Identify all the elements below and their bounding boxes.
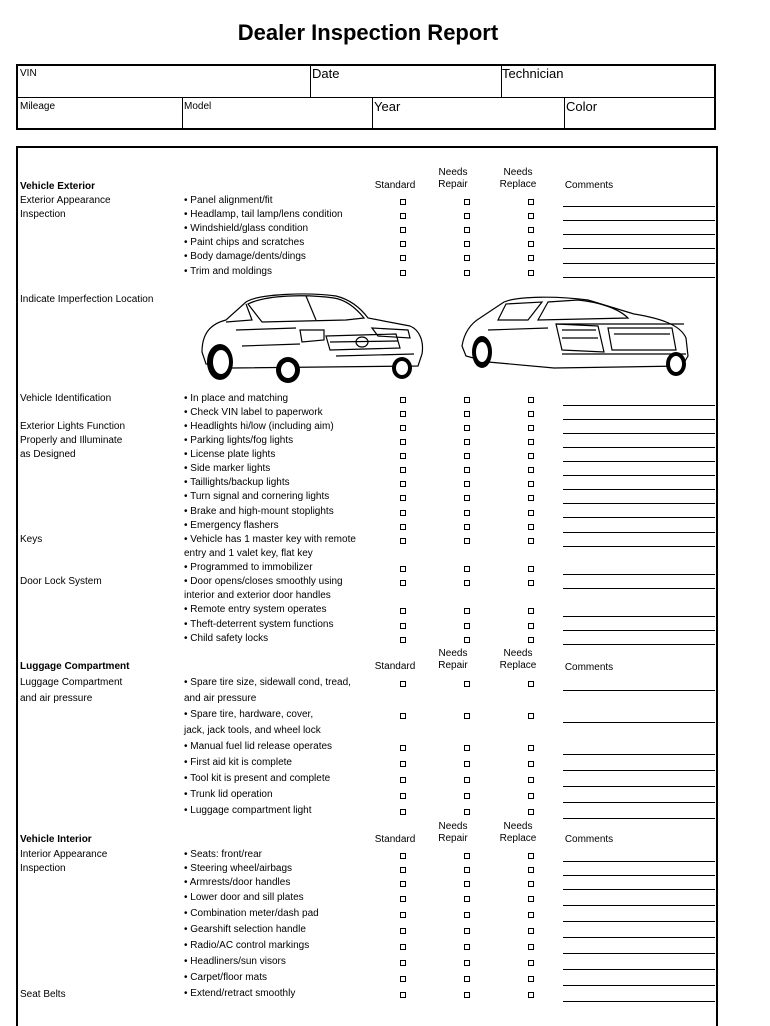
col-standard: Standard <box>374 180 416 191</box>
standard-checkbox[interactable] <box>400 608 406 614</box>
standard-checkbox[interactable] <box>400 255 406 261</box>
checklist-item: and air pressure <box>184 693 257 704</box>
needs-repair-checkbox[interactable] <box>464 944 470 950</box>
standard-checkbox[interactable] <box>400 453 406 459</box>
standard-checkbox[interactable] <box>400 881 406 887</box>
comment-line[interactable] <box>563 447 715 448</box>
standard-checkbox[interactable] <box>400 481 406 487</box>
standard-checkbox[interactable] <box>400 538 406 544</box>
needs-replace-checkbox[interactable] <box>528 411 534 417</box>
checklist-item: • Spare tire, hardware, cover, <box>184 709 314 720</box>
standard-checkbox[interactable] <box>400 867 406 873</box>
col-needs-repair-2: Needs Repair <box>438 648 468 671</box>
technician-field[interactable]: Technician <box>502 66 564 81</box>
checklist-item: • Gearshift selection handle <box>184 924 306 935</box>
checklist-item: • Manual fuel lid release operates <box>184 741 333 752</box>
comment-line[interactable] <box>563 722 715 723</box>
label-luggage-compartment: Luggage Compartment <box>20 677 123 688</box>
checklist-item: • Spare tire size, sidewall cond, tread, <box>184 677 351 688</box>
standard-checkbox[interactable] <box>400 241 406 247</box>
checklist-item: • Luggage compartment light <box>184 805 312 816</box>
comment-line[interactable] <box>563 206 715 207</box>
comment-line[interactable] <box>563 277 715 278</box>
checklist-item: • Vehicle has 1 master key with remote <box>184 534 356 545</box>
standard-checkbox[interactable] <box>400 213 406 219</box>
comment-line[interactable] <box>563 475 715 476</box>
label-air-pressure: and air pressure <box>20 693 93 704</box>
needs-repair-checkbox[interactable] <box>464 566 470 572</box>
comment-line[interactable] <box>563 818 715 819</box>
needs-repair-checkbox[interactable] <box>464 439 470 445</box>
col-needs-repair: Needs Repair <box>438 167 468 190</box>
standard-checkbox[interactable] <box>400 928 406 934</box>
needs-repair-checkbox[interactable] <box>464 580 470 586</box>
comment-line[interactable] <box>563 690 715 691</box>
standard-checkbox[interactable] <box>400 777 406 783</box>
comment-line[interactable] <box>563 588 715 589</box>
label-interior-inspection: Inspection <box>20 863 66 874</box>
standard-checkbox[interactable] <box>400 397 406 403</box>
year-field[interactable]: Year <box>374 99 401 114</box>
label-inspection: Inspection <box>20 209 66 220</box>
needs-repair-checkbox[interactable] <box>464 623 470 629</box>
col-needs-replace: Needs Replace <box>499 167 537 190</box>
comment-line[interactable] <box>563 517 715 518</box>
needs-repair-checkbox[interactable] <box>464 928 470 934</box>
needs-repair-checkbox[interactable] <box>464 495 470 501</box>
needs-repair-checkbox[interactable] <box>464 538 470 544</box>
comment-line[interactable] <box>563 419 715 420</box>
checklist-item: • First aid kit is complete <box>184 757 292 768</box>
comment-line[interactable] <box>563 220 715 221</box>
checklist-item: • Parking lights/fog lights <box>184 435 294 446</box>
label-exterior-appearance: Exterior Appearance <box>20 195 111 206</box>
checklist-item: • Check VIN label to paperwork <box>184 407 323 418</box>
section-vehicle-interior: Vehicle Interior <box>20 834 92 845</box>
checklist-item: • Child safety locks <box>184 633 269 644</box>
needs-repair-checkbox[interactable] <box>464 608 470 614</box>
standard-checkbox[interactable] <box>400 793 406 799</box>
needs-replace-checkbox[interactable] <box>528 608 534 614</box>
standard-checkbox[interactable] <box>400 992 406 998</box>
checklist-item: jack, jack tools, and wheel lock <box>184 725 321 736</box>
standard-checkbox[interactable] <box>400 270 406 276</box>
standard-checkbox[interactable] <box>400 637 406 643</box>
checklist-item: interior and exterior door handles <box>184 590 331 601</box>
needs-repair-checkbox[interactable] <box>464 227 470 233</box>
needs-replace-checkbox[interactable] <box>528 992 534 998</box>
col-comments-2: Comments <box>564 662 614 673</box>
comment-line[interactable] <box>563 889 715 890</box>
col-needs-replace-2: Needs Replace <box>499 648 537 671</box>
label-as-designed: as Designed <box>20 449 76 460</box>
needs-repair-checkbox[interactable] <box>464 745 470 751</box>
needs-replace-checkbox[interactable] <box>528 270 534 276</box>
label-exterior-lights: Exterior Lights Function <box>20 421 126 432</box>
checklist-item: • Windshield/glass condition <box>184 223 309 234</box>
needs-repair-checkbox[interactable] <box>464 199 470 205</box>
section-luggage-compartment: Luggage Compartment <box>20 661 130 672</box>
checklist-item: • Trim and moldings <box>184 266 272 277</box>
needs-replace-checkbox[interactable] <box>528 761 534 767</box>
col-standard-3: Standard <box>374 834 416 845</box>
checklist-item: • Headliners/sun visors <box>184 956 286 967</box>
needs-repair-checkbox[interactable] <box>464 976 470 982</box>
comment-line[interactable] <box>563 263 715 264</box>
color-field[interactable]: Color <box>566 99 598 114</box>
needs-replace-checkbox[interactable] <box>528 881 534 887</box>
needs-replace-checkbox[interactable] <box>528 580 534 586</box>
needs-repair-checkbox[interactable] <box>464 397 470 403</box>
mileage-field[interactable]: Mileage <box>20 101 56 112</box>
needs-repair-checkbox[interactable] <box>464 411 470 417</box>
checklist-item: • Armrests/door handles <box>184 877 291 888</box>
needs-repair-checkbox[interactable] <box>464 213 470 219</box>
needs-repair-checkbox[interactable] <box>464 809 470 815</box>
standard-checkbox[interactable] <box>400 745 406 751</box>
needs-repair-checkbox[interactable] <box>464 881 470 887</box>
needs-replace-checkbox[interactable] <box>528 255 534 261</box>
checklist-item: • Seats: front/rear <box>184 849 262 860</box>
needs-replace-checkbox[interactable] <box>528 960 534 966</box>
needs-replace-checkbox[interactable] <box>528 777 534 783</box>
needs-replace-checkbox[interactable] <box>528 467 534 473</box>
needs-replace-checkbox[interactable] <box>528 681 534 687</box>
col-standard-2: Standard <box>374 661 416 672</box>
checklist-item: • Door opens/closes smoothly using <box>184 576 343 587</box>
needs-repair-checkbox[interactable] <box>464 524 470 530</box>
comment-line[interactable] <box>563 248 715 249</box>
standard-checkbox[interactable] <box>400 580 406 586</box>
needs-repair-checkbox[interactable] <box>464 853 470 859</box>
checklist-item: • Headlights hi/low (including aim) <box>184 421 334 432</box>
needs-repair-checkbox[interactable] <box>464 453 470 459</box>
checklist-item: • Programmed to immobilizer <box>184 562 313 573</box>
needs-repair-checkbox[interactable] <box>464 510 470 516</box>
car-front-drawing[interactable] <box>196 290 426 384</box>
label-imperfection-location: Indicate Imperfection Location <box>20 294 154 305</box>
needs-replace-checkbox[interactable] <box>528 425 534 431</box>
standard-checkbox[interactable] <box>400 467 406 473</box>
vin-field[interactable]: VIN <box>20 68 37 79</box>
comment-line[interactable] <box>563 644 715 645</box>
checklist-item: • Body damage/dents/dings <box>184 251 306 262</box>
needs-repair-checkbox[interactable] <box>464 793 470 799</box>
needs-repair-checkbox[interactable] <box>464 481 470 487</box>
needs-repair-checkbox[interactable] <box>464 912 470 918</box>
label-properly-illuminate: Properly and Illuminate <box>20 435 123 446</box>
standard-checkbox[interactable] <box>400 411 406 417</box>
standard-checkbox[interactable] <box>400 809 406 815</box>
needs-replace-checkbox[interactable] <box>528 199 534 205</box>
standard-checkbox[interactable] <box>400 960 406 966</box>
section-vehicle-exterior: Vehicle Exterior <box>20 181 96 192</box>
needs-repair-checkbox[interactable] <box>464 255 470 261</box>
checklist-item: • Emergency flashers <box>184 520 279 531</box>
checklist-item: • Extend/retract smoothly <box>184 988 296 999</box>
checklist-item: • Paint chips and scratches <box>184 237 305 248</box>
comment-line[interactable] <box>563 786 715 787</box>
checklist-item: • Panel alignment/fit <box>184 195 273 206</box>
checklist-item: • Taillights/backup lights <box>184 477 290 488</box>
comment-line[interactable] <box>563 985 715 986</box>
standard-checkbox[interactable] <box>400 566 406 572</box>
label-keys: Keys <box>20 534 43 545</box>
needs-replace-checkbox[interactable] <box>528 439 534 445</box>
needs-repair-checkbox[interactable] <box>464 241 470 247</box>
model-field[interactable]: Model <box>184 101 212 112</box>
needs-replace-checkbox[interactable] <box>528 853 534 859</box>
needs-repair-checkbox[interactable] <box>464 867 470 873</box>
needs-repair-checkbox[interactable] <box>464 713 470 719</box>
standard-checkbox[interactable] <box>400 623 406 629</box>
comment-line[interactable] <box>563 770 715 771</box>
needs-replace-checkbox[interactable] <box>528 481 534 487</box>
comment-line[interactable] <box>563 905 715 906</box>
needs-replace-checkbox[interactable] <box>528 524 534 530</box>
comment-line[interactable] <box>563 875 715 876</box>
needs-replace-checkbox[interactable] <box>528 944 534 950</box>
comment-line[interactable] <box>563 532 715 533</box>
needs-replace-checkbox[interactable] <box>528 623 534 629</box>
needs-replace-checkbox[interactable] <box>528 495 534 501</box>
comment-line[interactable] <box>563 616 715 617</box>
comment-line[interactable] <box>563 969 715 970</box>
comment-line[interactable] <box>563 503 715 504</box>
label-door-lock-system: Door Lock System <box>20 576 102 587</box>
needs-replace-checkbox[interactable] <box>528 227 534 233</box>
needs-repair-checkbox[interactable] <box>464 777 470 783</box>
comment-line[interactable] <box>563 574 715 575</box>
standard-checkbox[interactable] <box>400 896 406 902</box>
needs-repair-checkbox[interactable] <box>464 992 470 998</box>
needs-replace-checkbox[interactable] <box>528 745 534 751</box>
checklist-item: • Radio/AC control markings <box>184 940 310 951</box>
needs-replace-checkbox[interactable] <box>528 793 534 799</box>
standard-checkbox[interactable] <box>400 439 406 445</box>
comment-line[interactable] <box>563 1001 715 1002</box>
needs-replace-checkbox[interactable] <box>528 912 534 918</box>
date-field[interactable]: Date <box>312 66 340 81</box>
needs-replace-checkbox[interactable] <box>528 637 534 643</box>
col-needs-replace-3: Needs Replace <box>499 821 537 844</box>
needs-replace-checkbox[interactable] <box>528 566 534 572</box>
label-seat-belts: Seat Belts <box>20 989 66 1000</box>
standard-checkbox[interactable] <box>400 227 406 233</box>
needs-repair-checkbox[interactable] <box>464 896 470 902</box>
needs-replace-checkbox[interactable] <box>528 397 534 403</box>
checklist-item: • Side marker lights <box>184 463 271 474</box>
needs-replace-checkbox[interactable] <box>528 867 534 873</box>
page-title: Dealer Inspection Report <box>237 20 499 45</box>
needs-replace-checkbox[interactable] <box>528 713 534 719</box>
label-interior-appearance: Interior Appearance <box>20 849 108 860</box>
vehicle-info-box <box>16 64 716 130</box>
comment-line[interactable] <box>563 630 715 631</box>
needs-replace-checkbox[interactable] <box>528 809 534 815</box>
checklist-item: • Turn signal and cornering lights <box>184 491 330 502</box>
needs-repair-checkbox[interactable] <box>464 467 470 473</box>
comment-line[interactable] <box>563 433 715 434</box>
checklist-item: • Brake and high-mount stoplights <box>184 506 334 517</box>
checklist-item: • Steering wheel/airbags <box>184 863 293 874</box>
comment-line[interactable] <box>563 953 715 954</box>
needs-repair-checkbox[interactable] <box>464 637 470 643</box>
checklist-item: • License plate lights <box>184 449 276 460</box>
checklist-item: • Lower door and sill plates <box>184 892 304 903</box>
checklist-item: • Combination meter/dash pad <box>184 908 319 919</box>
checklist-item: • Carpet/floor mats <box>184 972 267 983</box>
needs-repair-checkbox[interactable] <box>464 425 470 431</box>
needs-repair-checkbox[interactable] <box>464 960 470 966</box>
inspection-box <box>16 146 718 1026</box>
col-needs-repair-3: Needs Repair <box>438 821 468 844</box>
comment-line[interactable] <box>563 802 715 803</box>
needs-repair-checkbox[interactable] <box>464 681 470 687</box>
needs-replace-checkbox[interactable] <box>528 241 534 247</box>
standard-checkbox[interactable] <box>400 495 406 501</box>
needs-replace-checkbox[interactable] <box>528 896 534 902</box>
standard-checkbox[interactable] <box>400 510 406 516</box>
checklist-item: • In place and matching <box>184 393 289 404</box>
standard-checkbox[interactable] <box>400 761 406 767</box>
standard-checkbox[interactable] <box>400 944 406 950</box>
standard-checkbox[interactable] <box>400 912 406 918</box>
standard-checkbox[interactable] <box>400 853 406 859</box>
checklist-item: entry and 1 valet key, flat key <box>184 548 313 559</box>
comment-line[interactable] <box>563 461 715 462</box>
needs-repair-checkbox[interactable] <box>464 270 470 276</box>
needs-repair-checkbox[interactable] <box>464 761 470 767</box>
needs-replace-checkbox[interactable] <box>528 928 534 934</box>
standard-checkbox[interactable] <box>400 681 406 687</box>
checklist-item: • Headlamp, tail lamp/lens condition <box>184 209 343 220</box>
comment-line[interactable] <box>563 937 715 938</box>
needs-replace-checkbox[interactable] <box>528 538 534 544</box>
col-comments: Comments <box>564 180 614 191</box>
standard-checkbox[interactable] <box>400 524 406 530</box>
comment-line[interactable] <box>563 489 715 490</box>
standard-checkbox[interactable] <box>400 976 406 982</box>
needs-replace-checkbox[interactable] <box>528 453 534 459</box>
checklist-item: • Tool kit is present and complete <box>184 773 331 784</box>
needs-replace-checkbox[interactable] <box>528 976 534 982</box>
checklist-item: • Theft-deterrent system functions <box>184 619 334 630</box>
label-vehicle-identification: Vehicle Identification <box>20 393 112 404</box>
comment-line[interactable] <box>563 861 715 862</box>
needs-replace-checkbox[interactable] <box>528 510 534 516</box>
col-comments-3: Comments <box>564 834 614 845</box>
comment-line[interactable] <box>563 921 715 922</box>
standard-checkbox[interactable] <box>400 713 406 719</box>
comment-line[interactable] <box>563 754 715 755</box>
comment-line[interactable] <box>563 405 715 406</box>
comment-line[interactable] <box>563 234 715 235</box>
car-rear-drawing[interactable] <box>458 294 692 378</box>
comment-line[interactable] <box>563 546 715 547</box>
checklist-item: • Remote entry system operates <box>184 604 327 615</box>
standard-checkbox[interactable] <box>400 199 406 205</box>
checklist-item: • Trunk lid operation <box>184 789 273 800</box>
needs-replace-checkbox[interactable] <box>528 213 534 219</box>
standard-checkbox[interactable] <box>400 425 406 431</box>
